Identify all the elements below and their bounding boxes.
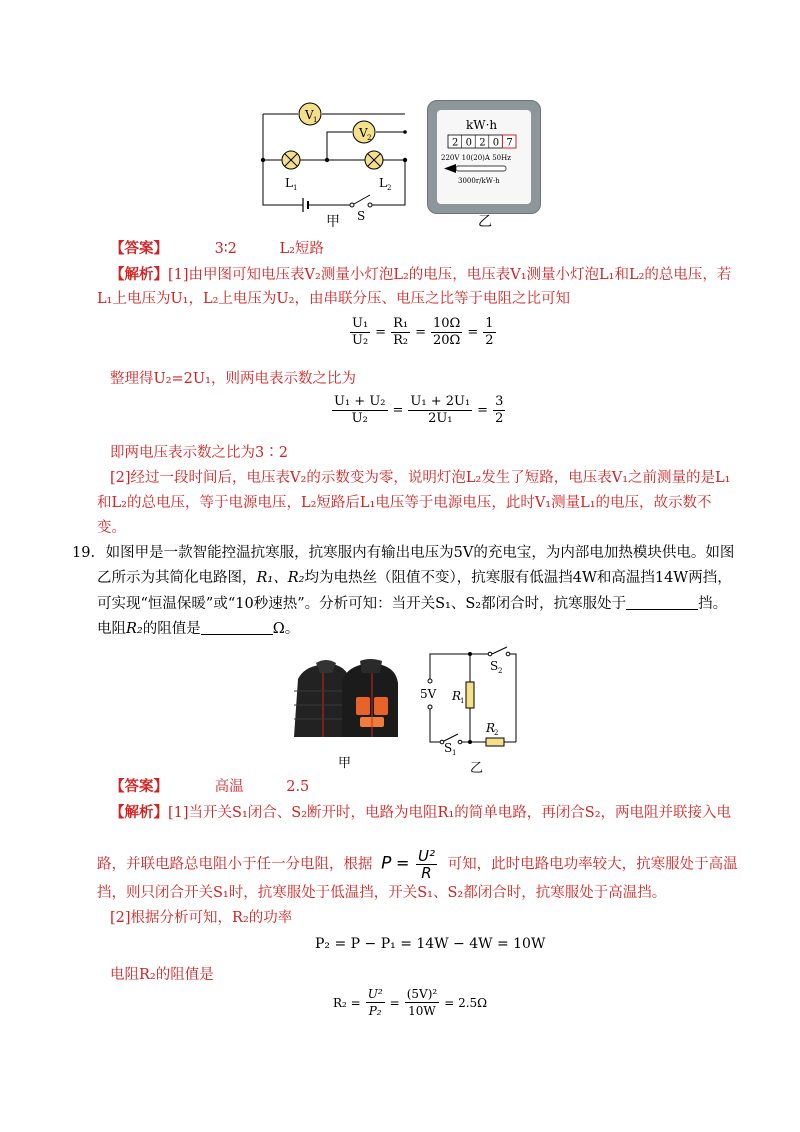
svg-text:S: S (490, 659, 499, 673)
svg-text:220V 10(20)A 50Hz: 220V 10(20)A 50Hz (441, 154, 511, 162)
q19-answer-row (110, 777, 309, 797)
svg-text:1: 1 (460, 697, 465, 705)
q19-text-3a: 可实现“恒温保暖”或“10秒速热”。分析可知：当开关S₁、S₂都闭合时，抗寒服处于 (97, 596, 627, 612)
figure1-circuit-caption: 甲 (326, 214, 340, 230)
power-formula: P = $\frac{\text{U²}}{R}$ (381, 847, 435, 882)
svg-text:2: 2 (367, 134, 372, 142)
q19-line-1 (72, 543, 734, 563)
q19-text-4d: Ω。 (272, 621, 300, 637)
q19-text-2c: 均为电热丝（阻值不变），抗寒服有低温挡4W和高温挡14W两挡， (304, 570, 732, 586)
heated-jacket-image (290, 657, 402, 743)
answer-tag-19: 【答案】 (110, 778, 168, 795)
a19-line-4: [2]根据分析可知，R₂的功率 (110, 910, 293, 926)
q18-analysis-line-2: L₁上电压为U₁，L₂上电压为U₂，由串联分压、电压之比等于电阻之比可知 (97, 291, 570, 307)
q19-line-4 (97, 619, 299, 639)
svg-text:3000r/kW·h: 3000r/kW·h (458, 177, 500, 185)
svg-text:1: 1 (313, 116, 318, 124)
analysis-tag: 【解析】 (110, 266, 168, 283)
analysis-tag-19: 【解析】 (110, 804, 168, 821)
q18-line-7: 变。 (97, 520, 126, 536)
a19-line-1 (110, 803, 731, 823)
formula-num: U² (418, 847, 435, 865)
a19-text-2b: 可知，此时电路电功率较大，抗寒服处于高温 (447, 856, 738, 873)
a19-line-5: 电阻R₂的阻值是 (110, 967, 214, 983)
question-number: 19. (72, 545, 96, 561)
q19-text-4c: 的阻值是 (142, 621, 201, 637)
meter-digit: 7 (506, 137, 513, 149)
a19-text-2a: 路，并联电路总电阻小于任一分电阻，根据 (97, 856, 373, 873)
q18-formula-1: $\frac{\text{U₁}}{\text{U₂}}$ = $\frac{\text{R₁}}{\text{R₂}}$ = $\frac{10\Omega}{20\Omega}$ = $\frac{1}{2}$ (352, 316, 494, 348)
f2-lhs: R₂ = (333, 995, 361, 1010)
a19-line-3: 挡，则只闭合开关S₁时，抗寒服处于低温挡，开关S₁、S₂都闭合时，抗寒服处于高温挡。 (97, 885, 667, 901)
q18-line-4: 即两电压表示数之比为3∶2 (110, 445, 288, 461)
answer-19-value-1: 高温 (214, 779, 244, 795)
q18-line-5: [2]经过一段时间后，电压表V₂的示数变为零，说明灯泡L₂发生了短路，电压表V₁之前测量的是L₁ (110, 470, 731, 486)
figure1-meter-caption: 乙 (478, 214, 492, 230)
q18-formula-2: $\frac{\text{U₁ + U₂}}{\text{U₂}}$ = $\frac{\text{U₁ + 2U₁}}{\text{2U₁}}$ = $\frac{3}{2}$ (334, 394, 504, 426)
svg-text:V: V (359, 126, 368, 140)
svg-text:R: R (452, 689, 462, 703)
meter-digit: 0 (465, 137, 472, 149)
svg-text:V: V (305, 108, 314, 122)
meter-digit: 2 (479, 137, 486, 149)
figure2-circuit-caption: 乙 (470, 761, 484, 776)
answer-19-value-2: 2.5 (286, 779, 310, 795)
q19-text-2b: R₁、R₂ (256, 570, 305, 586)
svg-text:L: L (285, 176, 293, 190)
meter-digit: 0 (492, 137, 500, 149)
q19-text-1: 如图甲是一款智能控温抗寒服，抗寒服内有输出电压为5V的充电宝，为内部电加热模块供电。如图 (105, 545, 735, 561)
answer-value-2: L₂短路 (279, 241, 324, 257)
f2-rhs: = 2.5Ω (444, 995, 488, 1010)
meter-unit: kW·h (466, 118, 498, 132)
a19-text-1: [1]当开关S₁闭合、S₂断开时，电路为电阻R₁的简单电路，再闭合S₂，两电阻并联接入电 (168, 805, 732, 821)
q18-line-3: 整理得U₂=2U₁，则两电表示数之比为 (110, 371, 356, 387)
svg-text:1: 1 (293, 184, 298, 192)
q18-line-6: 和L₂的总电压，等于电源电压，L₂短路后L₁电压等于电源电压，此时V₁测量L₁的电压，故示数不 (97, 495, 712, 511)
svg-text:S: S (444, 741, 453, 755)
q19-line-2 (97, 568, 732, 588)
svg-text:2: 2 (387, 184, 392, 192)
formula-den: R (421, 864, 432, 882)
figure2-circuit (412, 644, 524, 756)
svg-text:2: 2 (494, 729, 499, 737)
answer-tag: 【答案】 (110, 240, 168, 257)
svg-text:L: L (379, 176, 387, 190)
svg-text:R: R (486, 721, 496, 735)
a19-line-2 (97, 848, 738, 881)
formula-P: P (381, 853, 392, 874)
a19-formula-2: R₂ = $\frac{\text{U²}}{\text{P₂}}$ = $\frac{\text{(5V)²}}{10W}$ = 2.5Ω (333, 987, 488, 1018)
svg-text:2: 2 (498, 667, 503, 675)
answer-blank-2[interactable] (201, 620, 273, 635)
svg-text:S: S (357, 209, 366, 223)
q19-text-2a: 乙所示为其简化电路图， (97, 570, 257, 586)
answer-value-1: 3∶2 (214, 241, 237, 257)
meter-digit: 2 (452, 137, 459, 149)
q19-text-3b: 挡。 (698, 596, 728, 612)
meter-face (436, 110, 530, 200)
figure2-jacket-caption: 甲 (338, 756, 352, 771)
analysis-text: [1]由甲图可知电压表V₂测量小灯泡L₂的电压，电压表V₁测量小灯泡L₁和L₂的总电压，若 (168, 267, 732, 283)
answer-blank-1[interactable] (626, 595, 698, 610)
q19-text-4b: R₂ (126, 621, 143, 637)
q18-analysis-line-1 (110, 265, 731, 285)
q18-answer-row (110, 239, 324, 259)
q19-line-3 (97, 594, 727, 614)
svg-text:5V: 5V (420, 687, 437, 701)
q19-text-4a: 电阻 (97, 621, 126, 637)
a19-formula-1: P₂ = P − P₁ = 14W − 4W = 10W (315, 936, 546, 952)
svg-text:1: 1 (452, 749, 457, 756)
